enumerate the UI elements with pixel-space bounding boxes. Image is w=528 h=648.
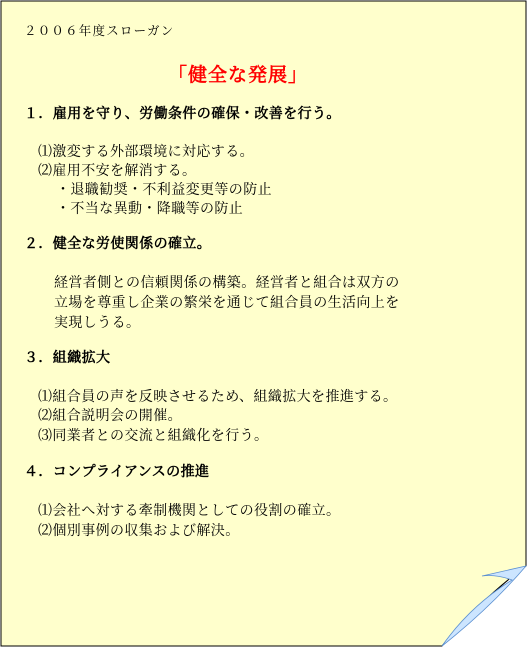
list-item: ⑵個別事例の収集および解決。 bbox=[38, 523, 240, 539]
section-heading: ２．健全な労使関係の確立。 bbox=[24, 236, 212, 252]
paragraph-line: 立場を尊重し企業の繁栄を通じて組合員の生活向上を bbox=[54, 295, 400, 311]
list-item: ⑴激変する外部環境に対応する。 bbox=[38, 144, 254, 160]
section-heading: ３．組織拡大 bbox=[24, 350, 111, 366]
list-item: ・不当な異動・降職等の防止 bbox=[56, 201, 244, 217]
list-item: ⑴組合員の声を反映させるため、組織拡大を推進する。 bbox=[38, 389, 398, 405]
section-heading: ４．コンプライアンスの推進 bbox=[24, 464, 210, 480]
list-item: ・退職勧奨・不利益変更等の防止 bbox=[56, 182, 272, 198]
slogan-year-label: ２００６年度スローガン bbox=[24, 23, 175, 38]
paragraph-line: 実現しうる。 bbox=[54, 315, 141, 331]
section-heading: １．雇用を守り、労働条件の確保・改善を行う。 bbox=[24, 106, 341, 122]
list-item: ⑶同業者との交流と組織化を行う。 bbox=[38, 428, 269, 444]
list-item: ⑴会社へ対する牽制機関としての役割の確立。 bbox=[38, 503, 341, 519]
list-item: ⑵雇用不安を解消する。 bbox=[38, 163, 197, 179]
list-item: ⑵組合説明会の開催。 bbox=[38, 408, 182, 424]
slogan-title: 「健全な発展」 bbox=[168, 64, 309, 86]
paragraph-line: 経営者側との信頼関係の構築。経営者と組合は双方の bbox=[54, 275, 400, 291]
